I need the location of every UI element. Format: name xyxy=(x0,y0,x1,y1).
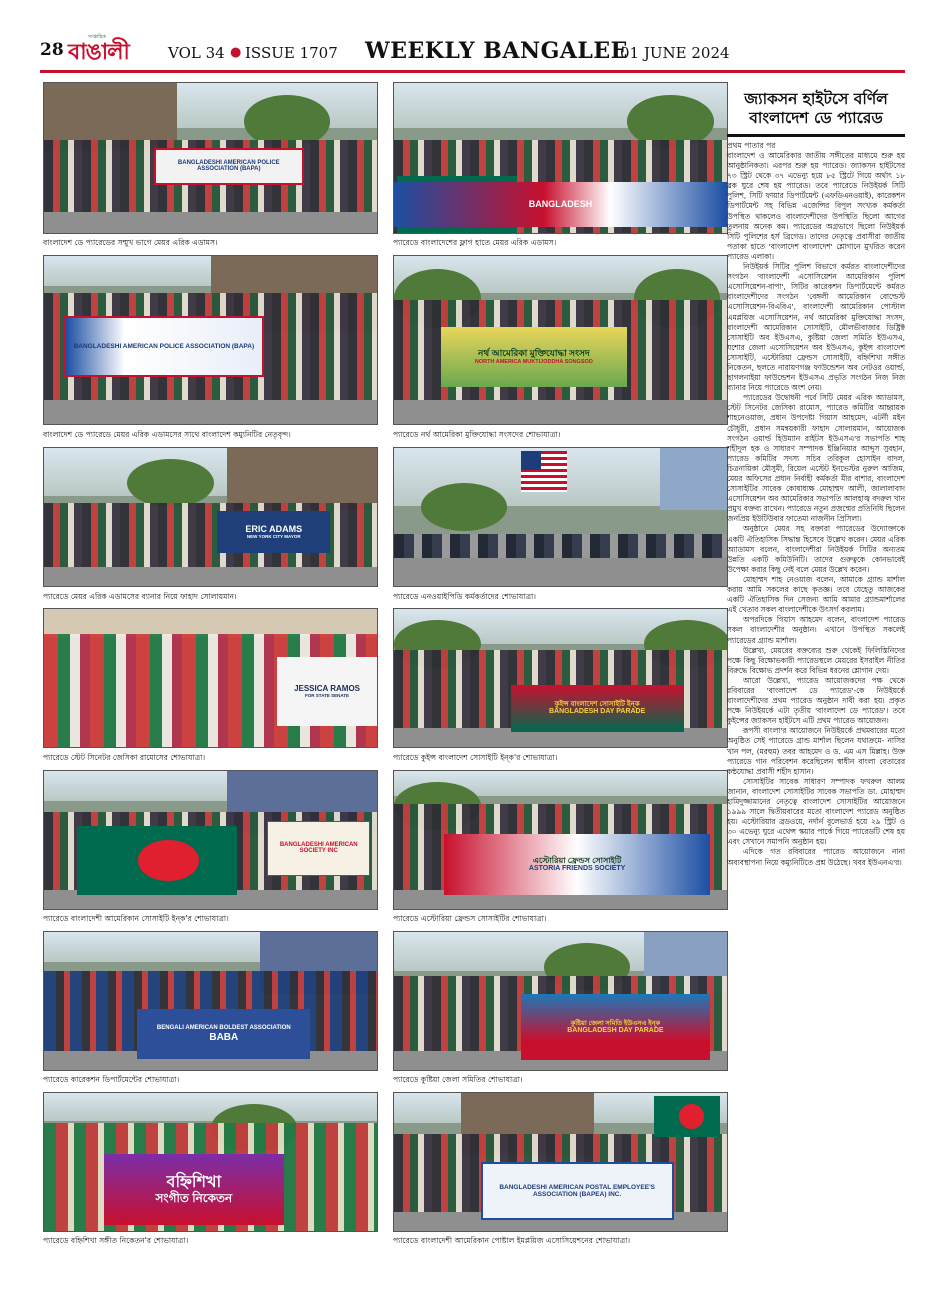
article-kicker: প্রথম পাতার পর xyxy=(727,141,776,150)
issue-date: 01 JUNE 2024 xyxy=(620,44,730,62)
photo-banner xyxy=(137,1009,310,1059)
headline-rule xyxy=(727,134,905,137)
banner-subtitle: BANGLADESH DAY PARADE xyxy=(567,1026,664,1034)
photo-caption: প্যারেডে কারেকশন ডিপার্টমেন্টের শোভাযাত্রা। xyxy=(43,1075,180,1084)
article-paragraph: প্যারেডের উদ্বোধনী পর্বে সিটি মেয়র এরিক অ্যাডামস, স্টেট সিনেটর জেসিকা রামোস, প্যারেড কমিটির আহ্বায়ক শাহনেওয়াজ, প্রধান উপদেষ্টা গিয়াস আহমেদ, এটর্নী মইন চৌধুরী, প্রধান সমন্বয়কারী ফাহাদ সোলায়মান, আয়োজক সংগঠন ওয়ার্ল্ড হিউম্যান রাইটস ইউএসএ'র সভাপতি শাহ শহীদুল হক ও সাধারণ সম্পাদক ইঞ্জিনিয়ার আব্দুস সুবহান, প্যারেড কমিটির সদস্য সচিব তরিকুল হোসাইন বাদল, চিত্রনায়িকা মৌসুমী, রিয়েল এস্টেট ইনভেস্টর নুরুল আজিম, মেয়র অফিসের প্রধান নির্বাহী কর্মকর্তা মীর বাশার, বাংলাদেশ সোসাইটির সাবেক কোষাধ্যক্ষ মোহাম্মদ আলী, জালালাবাদ এসোসিয়েশন অব আমেরিকার সভাপতি আলহাজ্ব বদরুল খান প্রমুখ বক্তব্য রাখেন। প্যারেডে নতুন প্রজন্মের প্রতিনিধি ছিলেন জনপ্রিয় ইউটিউবার ফাতেমা নাজনীন প্রিসিলা। xyxy=(727,393,905,524)
photo-banner xyxy=(521,994,711,1060)
paper-title: WEEKLY BANGALEE xyxy=(365,38,628,64)
photo-banner: BANGLADESHI AMERICAN POLICE ASSOCIATION (BAPA) xyxy=(154,148,304,186)
article-paragraph: নিউইয়র্ক সিটির পুলিশ বিভাগে কর্মরত বাংলাদেশীদের সংগঠন 'বাংলাদেশী এসোসিয়েশন আমেরিকান পুলিশ এসোসিয়েশন-বাপা', সিটির কারেকশন ডিপার্টমেন্টে কর্মরত বাংলাদেশীদের সংগঠন 'বেঙ্গলী আমেরিকান বোল্ডেস্ট এসোসিয়েশন-বিএবিএ', বাংলাদেশী আমেরিকান পোস্টাল এমপ্লয়িজ এসোসিয়েশন, নর্থ আমেরিকা মুক্তিযোদ্ধা সংসদ, বাংলাদেশী আমেরিকান সোসাইটি, মৌলভীবাজার ডিষ্ট্রিক্ট সোসাইটি অব ইউএসএ, কুষ্টিয়া জেলা সমিতি ইউএসএ, যশোর জেলা এসোসিয়েশন অব ইউএসএ, কুইন্স বাংলাদেশ সোসাইটি, এস্টোরিয়া ফ্রেন্ডস সোসাইটি, বহ্নিশিখা সঙ্গীত নিকেতন, ছলতে নারায়ণগঞ্জ ফাউন্ডেশন অব নেটওর ওয়ার্ল্ড, ছাগলনাইয়া ফাউন্ডেশন ইউএসএ প্রভৃতি সংগঠন নিজ নিজ ব্যানার নিয়ে প্যারেডে অংশ নেয়। xyxy=(727,262,905,393)
article-body xyxy=(727,151,905,868)
article-paragraph: মোহাম্মদ শাহ নেওয়াজ বলেন, আমাকে গ্র্যান্ড মার্শাল করায় আমি সকলের কাছে কৃতজ্ঞ। তবে যেহেতু আজকের একটি ঐতিহাসিক দিন সেজন্য আমি আমার গ্র্যান্ডমার্শালের এই খেতাব সকল বাংলাদেশীকে উৎসর্গ করলাম। xyxy=(727,574,905,615)
photo-caption: প্যারেডে বহ্নিশিখা সঙ্গীত নিকেতন'র শোভাযাত্রা। xyxy=(43,1236,189,1245)
photo-banner: BANGLADESH xyxy=(394,182,727,227)
article-column xyxy=(727,78,905,868)
photo-mayor-front-of-parade xyxy=(43,82,378,234)
article-paragraph: এদিকে গত রবিবারের প্যারেড আয়োজনে নানা অব্যবস্থাপনা নিয়ে কম্যুনিটিতে প্রশ্ন উঠেছে। খবর ইউএনএ'র। xyxy=(727,847,905,867)
article-paragraph: অনুষ্ঠানে মেয়র সহ বক্তারা প্যারেডের উদ্যোক্তাকে একটি ঐতিহাসিক সিদ্ধান্ত হিসেবে উল্লেখ করেন। মেয়র এরিক অ্যাডামস বলেন, বাংলাদেশীরা নিউইয়র্ক সিটির অন্যতম উন্নতি একটি কমিউনিটি। তাদের গুরুত্বকে কোনভাবেই উপেক্ষা করার কিছু নেই বলে মেয়র উল্লেখ করেন। xyxy=(727,524,905,574)
article-paragraph: অপরদিকে গিয়াস আহমেদ বলেন, বাংলাদেশ প্যারেড সকল বাংলাদেশীর অনুষ্ঠান। এখানে উপস্থিত সকলেই প্যারেডের গ্র্যান্ড মার্শাল। xyxy=(727,615,905,645)
issue-number: ISSUE 1707 xyxy=(245,44,338,62)
photo-caption: প্যারেডে কুইন্স বাংলাদেশ সোসাইটি ইন্ক'র শোভাযাত্রা। xyxy=(393,753,558,762)
masthead xyxy=(40,34,905,72)
banner-title: কুষ্টিয়া জেলা সমিতি ইউএসএ ইন্ক xyxy=(570,1019,661,1027)
photo-caption: প্যারেডে বাংলাদেশের ফ্লাগ হাতে মেয়র এরিক এডামস। xyxy=(393,238,557,247)
photo-banner xyxy=(104,1154,284,1226)
masthead-rule xyxy=(40,70,905,73)
article-headline xyxy=(727,90,905,128)
banner-title: নর্থ আমেরিকা মুক্তিযোদ্ধা সংসদ xyxy=(478,347,590,358)
photo-nypd-officers xyxy=(393,447,728,587)
us-flag-canton-icon xyxy=(521,451,541,470)
headline-line-2: বাংলাদেশ ডে প্যারেড xyxy=(749,109,883,127)
article-paragraph: সোসাইটির সাবেক সাধারণ সম্পাদক ফখরুল আলম জানান, বাংলাদেশ সোসাইটির সাবেক সভাপতি ডা. মোহাম্মদ হামিদুজ্জামানের নেতৃত্বে বাংলাদেশ সোসাইটির আয়োজনে ১৯৯৯ সালে দ্বিতীয়বারের মতো বাংলাদেশ প্যারেড অনুষ্ঠিত হয়। এস্টোরিয়ার ব্রডওয়ে, নর্দার্ন বুলেভার্ড হয়ে ২৯ স্ট্রিট ও ৩০ এভেন্যু ঘুরে এথেন্স স্কয়ার পার্কে গিয়ে প্যারেডটি শেষ হয় এবং সেখানে সমাপনি অনুষ্ঠান হয়। xyxy=(727,776,905,847)
photo-caption: বাংলাদেশ ডে প্যারেডের সম্মুখ ভাগে মেয়র এরিক এডামস। xyxy=(43,238,218,247)
article-paragraph: বাংলাদেশ ও আমেরিকার জাতীয় সঙ্গীতের মাধ্যমে শুরু হয় আনুষ্ঠানিকতা। এরপর শুরু হয় প্যারেড। জ্যাকসন হাইটসের ৭৩ স্ট্রিট থেকে ৩৭ এভেন্যু হয়ে ৮৫ স্ট্রিটে গিয়ে অর্থাৎ ১৮ ব্লক ঘুরে শেষ হয় প্যারেড। তবে প্যারেডে নিউইয়র্ক সিটি পুলিশ, সিটি ফায়ার ডিপার্টমেন্ট (এফডিএনওয়াই), কারেকশন ডিপার্টমেন্ট সহ বিভিন্ন এজেন্সির বিপুল সংখ্যক কর্মকর্তা উপস্থিত থাকলেও বাংলাদেশীদের উপস্থিতি ছিলো আগের তুলনায় অনেক কম। প্যারেডের অগ্রভাগে ছিলো নিউইয়র্ক সিটি পুলিশের হর্স ব্রিগেড। তাদের নেতৃত্বে প্রবাসীরা জাতীয় পতাকা হাতে 'বাংলাদেশ বাংলাদেশ' শ্লোগানে মুখরিত করেন প্যারেড এলাকা। xyxy=(727,151,905,261)
photo-correction-department xyxy=(43,931,378,1071)
banner-subtitle: FOR STATE SENATE xyxy=(305,692,350,698)
photo-caption: প্যারেডে এস্টোরিয়া ফ্রেন্ডস সোসাইটির শোভাযাত্রা। xyxy=(393,914,547,923)
photo-caption: প্যারেডে এনওয়াইপিডি কর্মকর্তাদের শোভাযাত্রা। xyxy=(393,592,536,601)
photo-caption: প্যারেডে মেয়র এরিক এডামসের ব্যানার নিয়ে ফাহাদ সোলায়মান। xyxy=(43,592,237,601)
photo-banner xyxy=(277,657,377,726)
photo-banner xyxy=(444,834,710,895)
photo-caption: প্যারেডে বাংলাদেশী আমেরিকান পোষ্টাল ইমপ্লয়িজ এসোসিয়েশনের শোভাযাত্রা। xyxy=(393,1236,631,1245)
banner-subtitle: BANGLADESH DAY PARADE xyxy=(548,708,646,716)
banner-title: কুইন্স বাংলাদেশ সোসাইটি ইন্ক xyxy=(554,700,640,708)
photo-caption: প্যারেডে স্টেট সিনেটর জেসিকা রামোসের শোভাযাত্রা। xyxy=(43,753,206,762)
banner-title: এস্টোরিয়া ফ্রেন্ডস সোসাইটি xyxy=(532,855,622,865)
banner-title: JESSICA RAMOS xyxy=(294,683,360,693)
banner-subtitle: সংগীত নিকেতন xyxy=(155,1190,233,1205)
article-paragraph: রূপসী বাংলা'র আয়োজনে নিউইয়র্কে প্রথমবারের মতো অনুষ্ঠিত সেই প্যারেডে গ্রান্ড মার্শাল ছিলেন যথাক্রমে- নাসির খান পল, (মরহুম) তবর আহমেদ ও ড. এম এস মিল্লাহ। উক্ত প্যারেডে গান পরিবেশন করেছিলেন স্বাধীন বাংলা বেতারের কন্ঠযোদ্ধা প্রবাসী শহীদ হাসান। xyxy=(727,726,905,776)
photo-caption: প্যারেডে নর্থ আমেরিকা মুক্তিযোদ্ধা সংসদের শোভাযাত্রা। xyxy=(393,430,561,439)
photo-jessica-ramos xyxy=(43,608,378,748)
photo-banner xyxy=(511,685,684,732)
photo-banner: BANGLADESHI AMERICAN SOCIETY INC xyxy=(267,821,370,876)
photo-eric-adams-banner xyxy=(43,447,378,587)
photo-muktijoddha-songsod xyxy=(393,255,728,425)
page-number: 28 xyxy=(40,40,64,60)
volume-number: VOL 34 xyxy=(168,44,225,62)
photo-astoria-friends-society xyxy=(393,770,728,910)
separator-dot-icon: ● xyxy=(230,45,242,60)
headline-line-1: জ্যাকসন হাইটসে বর্ণিল xyxy=(744,90,888,108)
banner-subtitle: NORTH AMERICA MUKTIJODDHA SONGSOD xyxy=(474,358,593,365)
photo-bangladeshi-american-society xyxy=(43,770,378,910)
banner-title: ERIC ADAMS xyxy=(245,523,303,534)
photo-mayor-with-flag xyxy=(393,82,728,234)
photo-community-leaders xyxy=(43,255,378,425)
photo-caption: প্যারেডে বাংলাদেশী আমেরিকান সোসাইটি ইন্ক'র শোভাযাত্রা। xyxy=(43,914,229,923)
article-paragraph: আরো উল্লেখ্য, প্যারেড আয়োজকদের পক্ষ থেকে রবিবারের 'বাংলাদেশ ডে প্যারেড'-কে নিউইয়র্কে বাংলাদেশীদের প্রথম প্যারেড অনুষ্ঠান দাবী করা হয়। প্রকৃত পক্ষে নিউইয়র্কে এটা তৃতীয় 'বাংলাদেশ ডে প্যারেড'। তবে কুইন্সের জ্যাকসন হাইটসে এটি প্রথম প্যারেড আয়োজন। xyxy=(727,675,905,726)
photo-banner: BANGLADESHI AMERICAN POSTAL EMPLOYEE'S ASSOCIATION (BAPEA) INC. xyxy=(481,1162,674,1220)
banner-title: BENGALI AMERICAN BOLDEST ASSOCIATION xyxy=(156,1025,291,1032)
photo-queens-bangladesh-society xyxy=(393,608,728,748)
photo-postal-employees-association xyxy=(393,1092,728,1232)
photo-banner xyxy=(217,511,330,552)
article-paragraph: উল্লেখ্য, মেয়রের বক্তব্যের শুরু থেকেই ফিলিস্তিনিদের পক্ষে কিছু বিক্ষোভকারী প্যারেডস্থলে মেয়রের ইসরাইল নীতির বিরুদ্ধে বিক্ষোভ প্রদর্শন করে বিভিন্ন ধরনের শ্লোগান দেয়। xyxy=(727,645,905,675)
photo-kushtia-zilla-samity xyxy=(393,931,728,1071)
newspaper-logo xyxy=(68,34,168,68)
photo-banner: BANGLADESHI AMERICAN POLICE ASSOCIATION (BAPA) xyxy=(64,316,264,376)
photo-banner xyxy=(441,327,627,387)
photo-caption: প্যারেডে কুষ্টিয়া জেলা সমিতির শোভাযাত্রা। xyxy=(393,1075,523,1084)
photo-bohnishikha-songit-niketon xyxy=(43,1092,378,1232)
banner-title: বহ্নিশিখা xyxy=(166,1174,222,1192)
photo-caption: বাংলাদেশ ডে প্যারেডে মেয়র এরিক এডামসের সাথে বাংলাদেশ কম্যুনিটির নেতৃবৃন্দ। xyxy=(43,430,291,439)
logo-tagline: সাপ্তাহিক xyxy=(88,34,106,40)
banner-subtitle: ASTORIA FRIENDS SOCIETY xyxy=(528,865,626,873)
banner-subtitle: NEW YORK CITY MAYOR xyxy=(246,533,301,539)
logo-wordmark: বাঙালী xyxy=(68,40,129,65)
banner-subtitle: BABA xyxy=(209,1031,239,1043)
